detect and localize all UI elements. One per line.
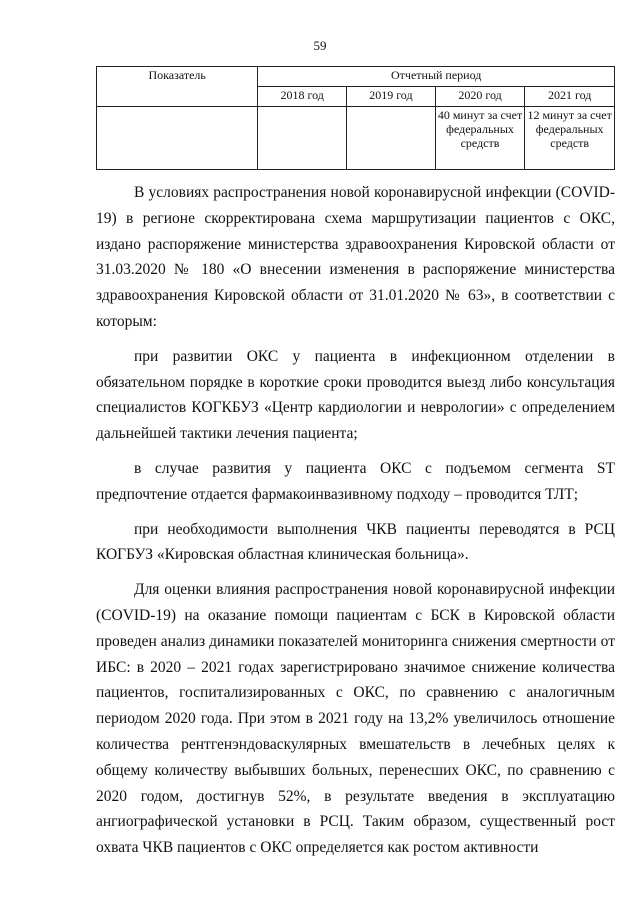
cell-2019 (347, 107, 436, 170)
header-year-2018: 2018 год (258, 87, 347, 107)
cell-indicator (97, 107, 258, 170)
header-year-2021: 2021 год (525, 87, 615, 107)
page-number: 59 (313, 38, 327, 53)
cell-2018 (258, 107, 347, 170)
header-year-2020: 2020 год (435, 87, 525, 107)
paragraph-pci-transfer: при необходимости выполнения ЧКВ пациенты переводятся в РСЦ КОГБУЗ «Кировская областная клиническая больница». (96, 520, 615, 564)
header-year-2019: 2019 год (347, 87, 436, 107)
cell-2021: 12 минут за счет федеральных средств (525, 107, 615, 170)
body-text (96, 180, 615, 870)
cell-2020: 40 минут за счет федеральных средств (435, 107, 525, 170)
paragraph-st-elevation: в случае развития у пациента ОКС с подъемом сегмента ST предпочтение отдается фармакоинвазивному подходу – проводится ТЛТ; (96, 459, 615, 503)
paragraph-infection-dept: при развитии ОКС у пациента в инфекционном отделении в обязательном порядке в короткие сроки проводится выезд либо консультация специалистов КОГКБУЗ «Центр кардиологии и неврологии» с определением дальнейшей тактики лечения пациента; (96, 347, 615, 443)
header-period: Отчетный период (258, 67, 615, 87)
paragraph-covid-routing: В условиях распространения новой коронавирусной инфекции (COVID-19) в регионе скорректирована схема маршрутизации пациентов с ОКС, издано распоряжение министерства здравоохранения Кировской области от 31.03.2020 № 180 «О внесении изменения в распоряжение министерства здравоохранения Кировской области от 31.01.2020 № 63», в соответствии с которым: (96, 184, 615, 330)
indicator-table (96, 66, 615, 170)
header-indicator: Показатель (97, 67, 258, 107)
paragraph-analysis: Для оценки влияния распространения новой коронавирусной инфекции (COVID-19) на оказание помощи пациентам с БСК в Кировской области проведен анализ динамики показателей мониторинга снижения смертности от ИБС: в 2020 – 2021 годах зарегистрировано значимое снижение количества пациентов, госпитализированных с ОКС, по сравнению с аналогичным периодом 2020 года. При этом в 2021 году на 13,2% увеличилось отношение количества рентгенэндоваскулярных вмешательств в лечебных целях к общему количеству выбывших больных, перенесших ОКС, по сравнению с 2020 годом, достигнув 52%, в результате введения в эксплуатацию ангиографической установки в РСЦ. Таким образом, существенный рост охвата ЧКВ пациентов с ОКС определяется как ростом активности (96, 581, 615, 857)
